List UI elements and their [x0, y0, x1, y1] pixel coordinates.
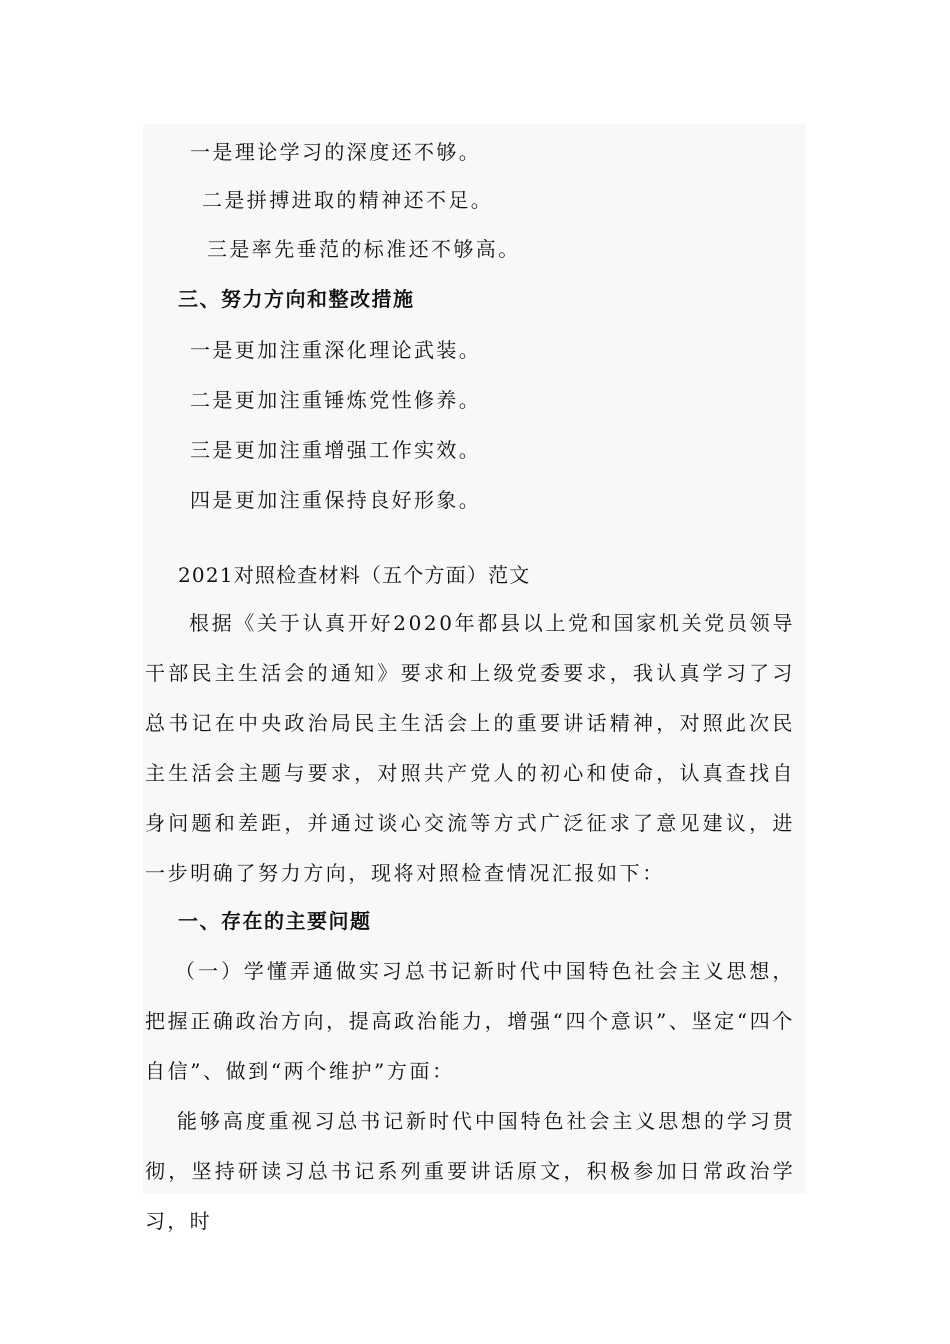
measure-item-3: 三是更加注重增强工作实效。	[190, 438, 482, 462]
section-heading-3: 三、努力方向和整改措施	[178, 287, 415, 311]
measure-item-2: 二是更加注重锤炼党性修养。	[190, 388, 482, 412]
article-title: 2021对照检查材料（五个方面）范文	[178, 563, 531, 587]
measure-item-4: 四是更加注重保持良好形象。	[190, 488, 482, 512]
shortcoming-item-3: 三是率先垂范的标准还不够高。	[207, 237, 521, 261]
section-heading-1: 一、存在的主要问题	[178, 909, 372, 933]
body-paragraph: 能够高度重视习总书记新时代中国特色社会主义思想的学习贯彻，坚持研读习总书记系列重要讲话原文，积极参加日常政治学习，时	[145, 1109, 795, 1233]
shortcoming-item-2: 二是拼搏进取的精神还不足。	[202, 188, 494, 212]
shortcoming-item-1: 一是理论学习的深度还不够。	[190, 140, 482, 164]
subsection-heading-1: （一）学懂弄通做实习总书记新时代中国特色社会主义思想，把握正确政治方向，提高政治能力，增强“四个意识”、坚定“四个自信”、做到“两个维护”方面：	[145, 959, 795, 1083]
intro-paragraph: 根据《关于认真开好2020年都县以上党和国家机关党员领导干部民主生活会的通知》要求和上级党委要求，我认真学习了习总书记在中央政治局民主生活会上的重要讲话精神，对照此次民主生活会主题与要求，对照共产党人的初心和使命，认真查找自身问题和差距，并通过谈心交流等方式广泛征求了意见建议，进一步明确了努力方向，现将对照检查情况汇报如下：	[145, 611, 795, 885]
measure-item-1: 一是更加注重深化理论武装。	[190, 338, 482, 362]
